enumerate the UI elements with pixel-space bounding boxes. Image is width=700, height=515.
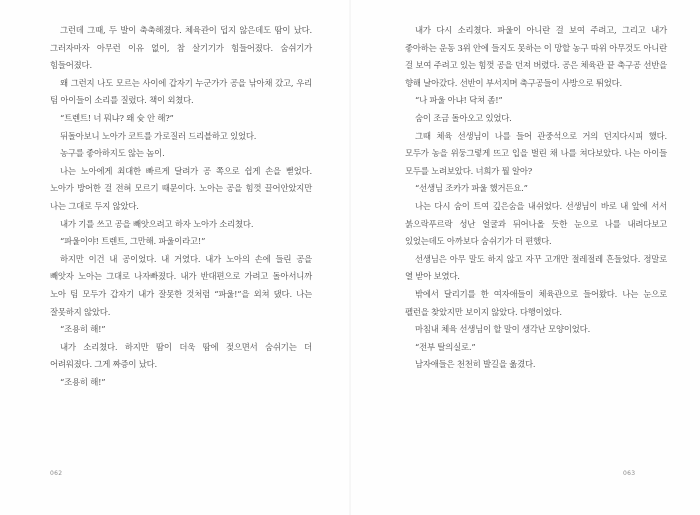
body-paragraph: 나는 다시 숨이 트여 깊은숨을 내쉬었다. 선생님이 바로 내 앞에 서서 붉으락푸르락 성난 얼굴과 뒤어나올 듯한 눈으로 나를 내려다보고 있었는데도 아까보다 숨쉬기가 더 편했다. bbox=[405, 200, 667, 247]
page-number-right: 063 bbox=[623, 470, 636, 477]
body-paragraph: 내가 기를 쓰고 공을 빼앗으려고 하자 노아가 소리쳤다. bbox=[60, 218, 254, 229]
body-paragraph: 그런데 그때, 두 발이 축축해졌다. 체육관이 덥지 않은데도 땀이 났다. 그러자마자 아무런 이유 없이, 참 살기기가 힘들어졌다. 숨쉬기가 힘들어졌다. bbox=[50, 25, 312, 71]
body-paragraph: 뒤돌아보니 노아가 코트를 가로질러 드리블하고 있었다. bbox=[60, 130, 257, 141]
dialogue-line: “전부 탈의실로.” bbox=[415, 341, 476, 352]
body-paragraph: 숨이 조금 돌아오고 있었다. bbox=[415, 112, 512, 123]
body-paragraph: 선생님은 아무 말도 하지 않고 자꾸 고개만 절레절레 흔들었다. 정말로 열 받아 보였다. bbox=[405, 253, 667, 282]
body-paragraph: 남자애들은 천천히 발길을 옮겼다. bbox=[415, 359, 536, 370]
page-number-left: 062 bbox=[50, 470, 63, 477]
body-paragraph: 밖에서 달리기를 한 여자애들이 체육관으로 들어왔다. 나는 눈으로 펠런을 찾았지만 보이지 않았다. 다행이었다. bbox=[405, 288, 667, 317]
dialogue-line: “조용히 해!” bbox=[60, 376, 106, 387]
left-page bbox=[50, 22, 312, 391]
dialogue-line: “나 파울 아냐! 닥쳐 좀!” bbox=[415, 95, 503, 106]
body-paragraph: 마침내 체육 선생님이 할 말이 생각난 모양이었다. bbox=[415, 324, 591, 335]
body-paragraph: 나는 노아에게 최대한 빠르게 달려가 공 쪽으로 쉽게 손을 뻗었다. 노아가 방어한 걸 전혀 모르기 때문이다. 노아는 공을 힘껏 끌어안았지만 나는 그대로 두지 않았다. bbox=[50, 165, 312, 211]
body-paragraph: 왜 그런지 나도 모르는 사이에 갑자기 누군가가 공을 낚아채 갔고, 우리 팀 아이들이 소리를 질렀다. 책이 외쳤다. bbox=[50, 77, 312, 106]
dialogue-line: “트렌트! 너 뭐냐? 왜 슛 안 해?” bbox=[60, 112, 174, 123]
body-paragraph: 내가 다시 소리쳤다. 파울이 아니란 걸 보여 주려고, 그리고 내가 좋아하는 운동 3위 안에 들지도 못하는 이 망할 농구 따위 아무것도 아니란 걸 보여 주려고 있는 힘껏 공을 던져 버렸다. 공은 체육관 끝 축구공 선반을 향해 날아갔다. 선반이 부서지며 축구공들이 사방으로 튀었다. bbox=[405, 25, 667, 88]
body-paragraph: 내가 소리쳤다. 하지만 땀이 더욱 땀에 젖으면서 숨쉬기는 더 어려워졌다. 그게 짜증이 났다. bbox=[50, 341, 312, 370]
body-paragraph: 하지만 이건 내 공이었다. 내 거였다. 내가 노아의 손에 들린 공을 빼앗자 노아는 그대로 나자빠졌다. 내가 반대편으로 가려고 돌아서니까 노아 팀 모두가 갑자기 내가 잘못한 것처럼 “파울!”을 외쳐 댔다. 나는 잘못하지 않았다. bbox=[50, 253, 312, 317]
dialogue-line: “선생님 조카가 파울 했거든요.” bbox=[415, 183, 528, 194]
gutter-shadow bbox=[349, 0, 351, 515]
dialogue-line: “조용히 해!” bbox=[60, 324, 106, 335]
dialogue-line: “파울이야! 트렌트, 그만해. 파울이라고!” bbox=[60, 236, 206, 247]
body-paragraph: 그때 체육 선생님이 나를 들어 관중석으로 거의 던지다시피 했다. 모두가 농을 위둥그렇게 뜨고 입을 벌린 채 나를 쳐다보았다. 나는 아이들 모두를 노려보았다. 너희가 뭘 알아? bbox=[405, 130, 667, 176]
right-page bbox=[405, 22, 667, 374]
body-paragraph: 농구를 좋아하지도 않는 놈이. bbox=[60, 148, 165, 159]
